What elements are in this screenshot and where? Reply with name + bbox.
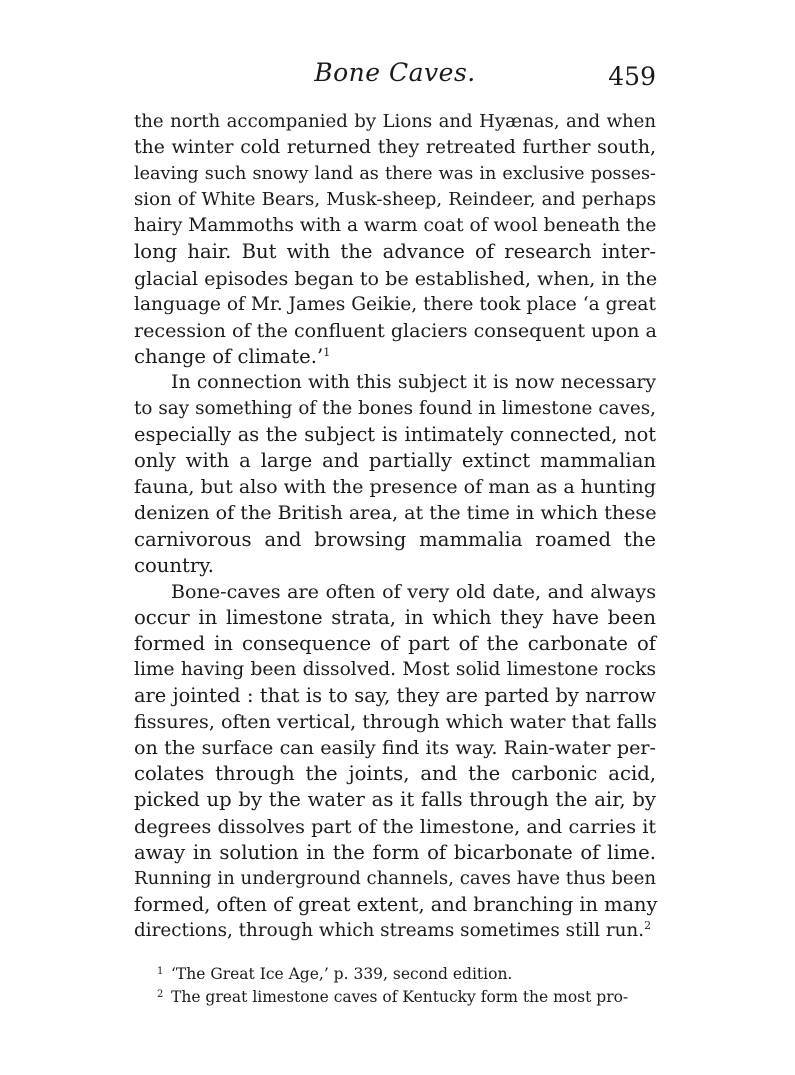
text-line: picked up by the water as it falls through the air, by	[134, 788, 656, 812]
text-line: In connection with this subject it is now necessary	[171, 371, 656, 393]
text-line: formed in consequence of part of the carbonate of	[134, 631, 656, 655]
text-line: language of Mr. James Geikie, there took place ‘a great	[134, 293, 656, 315]
footnote: 2 The great limestone caves of Kentucky form the most pro-	[157, 988, 629, 1006]
text-line: fauna, but also with the presence of man as a hunting	[134, 475, 657, 499]
text-line: country.	[134, 553, 214, 577]
text-line	[134, 344, 656, 370]
text-line: the north accompanied by Lions and Hyænas, and when	[134, 111, 656, 132]
text-line: sion of White Bears, Musk-sheep, Reindeer, and perhaps	[134, 189, 656, 211]
body-text	[134, 109, 656, 944]
text-line: formed, often of great extent, and branching in many	[134, 892, 658, 916]
text-line: Bone-caves are often of very old date, and always	[171, 579, 656, 603]
text-line: denizen of the British area, at the time in which these	[134, 501, 657, 525]
text-line: only with a large and partially extinct mammalian	[134, 449, 656, 473]
footnote-ref: 1	[323, 345, 331, 359]
text-line: lime having been dissolved. Most solid limestone rocks	[134, 658, 656, 680]
text-line: especially as the subject is intimately connected, not	[134, 423, 656, 447]
text-line: the winter cold returned they retreated further south,	[134, 137, 656, 159]
text-line: carnivorous and browsing mammalia roamed the	[134, 527, 656, 551]
text-line: on the surface can easily find its way. Rain-water per-	[134, 736, 656, 760]
running-head	[134, 58, 656, 98]
text-line	[134, 918, 656, 944]
paragraph	[134, 370, 656, 579]
text-line: hairy Mammoths with a warm coat of wool beneath the	[134, 215, 657, 237]
text-line-content: change of climate.’	[134, 344, 324, 368]
text-line: fissures, often vertical, through which water that falls	[134, 710, 657, 734]
footnote-text: The great limestone caves of Kentucky form the most pro-	[171, 988, 629, 1006]
text-line: leaving such snowy land as there was in exclusive posses-	[134, 164, 656, 185]
paragraph	[134, 109, 656, 370]
text-line: colates through the joints, and the carbonic acid,	[134, 762, 656, 786]
page-number: 459	[608, 62, 656, 91]
text-line: to say something of the bones found in limestone caves,	[134, 398, 656, 420]
text-line: Running in underground channels, caves have thus been	[134, 867, 656, 889]
footnote: 1 ‘The Great Ice Age,’ p. 339, second edition.	[157, 965, 513, 983]
text-line: are jointed : that is to say, they are parted by narrow	[134, 684, 656, 708]
footnote-text: ‘The Great Ice Age,’ p. 339, second edition.	[171, 965, 513, 983]
paragraph	[134, 579, 656, 944]
text-line: long hair. But with the advance of research inter-	[134, 240, 656, 264]
text-line-content: directions, through which streams sometimes still run.	[134, 919, 645, 941]
footnotes	[157, 963, 657, 1009]
running-title: Bone Caves.	[314, 58, 476, 87]
text-line: occur in limestone strata, in which they have been	[134, 605, 656, 629]
text-line: recession of the confluent glaciers consequent upon a	[134, 318, 657, 342]
text-line: glacial episodes began to be established, when, in the	[134, 266, 658, 290]
footnote-ref: 2	[644, 918, 652, 932]
text-line: away in solution in the form of bicarbonate of lime.	[134, 840, 656, 864]
text-line: degrees dissolves part of the limestone, and carries it	[134, 814, 656, 838]
